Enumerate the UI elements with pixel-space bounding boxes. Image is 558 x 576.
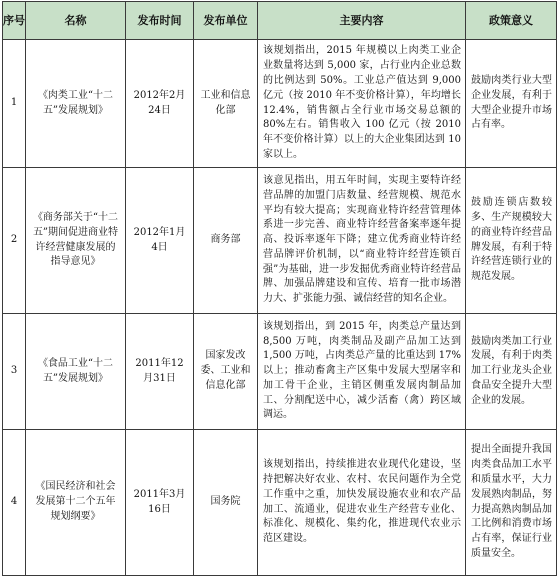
table-header (3, 2, 557, 40)
row-content: 该规划指出，2015 年规模以上肉类工业企业数量将达到 5,000 家，占行业内企业总数的比例达到 50%。工业总产值达到 9,000 亿元（按 2010 年不变价格计算），年均增长 12.4%，销售额占全行业市场交易总额的 80%左右。销售收入 100 亿元（按 2010 年不变价格计算）以上的大企业集团达到 10 家以上。 (258, 40, 466, 168)
row-seq: 1 (3, 40, 26, 168)
row-unit: 国务院 (194, 430, 258, 576)
header-seq: 序号 (3, 2, 26, 40)
row-content: 该意见指出，用五年时间，实现主要特许经营品牌的加盟门店数量、经营规模、规范水平均有较大提高；实现商业特许经营管理体系进一步完善、商业特许经营备案率逐年提高、投诉率逐年下降；建立优秀商业特许经营品牌评价机制，以“商业特许经营连锁百强”为基础，进一步发掘优秀商业特许经营品牌、加强品牌建设和宣传、培育一批市场潜力大、扩张能力强、诚信经营的知名企业。 (258, 168, 466, 314)
row-name: 《国民经济和社会发展第十二个五年规划纲要》 (26, 430, 126, 576)
row-name: 《食品工业“十二五”发展规划》 (26, 314, 126, 430)
row-unit: 商务部 (194, 168, 258, 314)
row-date: 2011年12月31日 (126, 314, 194, 430)
row-date: 2012年1月4日 (126, 168, 194, 314)
header-date: 发布时间 (126, 2, 194, 40)
row-seq: 3 (3, 314, 26, 430)
header-significance: 政策意义 (466, 2, 557, 40)
header-content: 主要内容 (258, 2, 466, 40)
table-row (3, 40, 557, 168)
row-date: 2012年2月24日 (126, 40, 194, 168)
row-content: 该规划指出，持续推进农业现代化建设，坚持把解决好农业、农村、农民问题作为全党工作重中之重，加快发展设施农业和农产品加工、流通业，促进农业生产经营专业化、标准化、规模化、集约化，推进现代农业示范区建设。 (258, 430, 466, 576)
row-significance: 鼓励连锁店数较多、生产规模较大的商业特许经营品牌发展，有利于特许经营连锁行业的规范发展。 (466, 168, 557, 314)
row-seq: 2 (3, 168, 26, 314)
row-name: 《肉类工业“十二五”发展规划》 (26, 40, 126, 168)
header-name: 名称 (26, 2, 126, 40)
table-row (3, 314, 557, 430)
table-row (3, 430, 557, 576)
header-row (3, 2, 557, 40)
row-name: 《商务部关于“十二五”期间促进商业特许经营健康发展的指导意见》 (26, 168, 126, 314)
row-significance: 鼓励肉类加工行业发展，有利于肉类加工行业龙头企业食品安全提升大型企业的发展。 (466, 314, 557, 430)
table-row (3, 168, 557, 314)
row-date: 2011年3月16日 (126, 430, 194, 576)
row-unit: 国家发改委、工业和信息化部 (194, 314, 258, 430)
row-seq: 4 (3, 430, 26, 576)
row-unit: 工业和信息化部 (194, 40, 258, 168)
row-significance: 鼓励肉类行业大型企业发展，有利于大型企业提升市场占有率。 (466, 40, 557, 168)
policy-table (2, 1, 557, 576)
header-unit: 发布单位 (194, 2, 258, 40)
row-significance: 提出全面提升我国肉类食品加工水平和质量水平，大力发展熟肉制品，努力提高熟肉制品加工比例和消费市场占有率，保证行业质量安全。 (466, 430, 557, 576)
table-body (3, 40, 557, 576)
row-content: 该规划指出，到 2015 年，肉类总产量达到 8,500 万吨，肉类制品及副产品加工达到 1,500 万吨，占肉类总产量的比重达到 17%以上；推动畜禽主产区集中发展大型屠宰和加工骨干企业，主销区侧重发展肉制品加工、分割配送中心，减少活畜（禽）跨区域调运。 (258, 314, 466, 430)
